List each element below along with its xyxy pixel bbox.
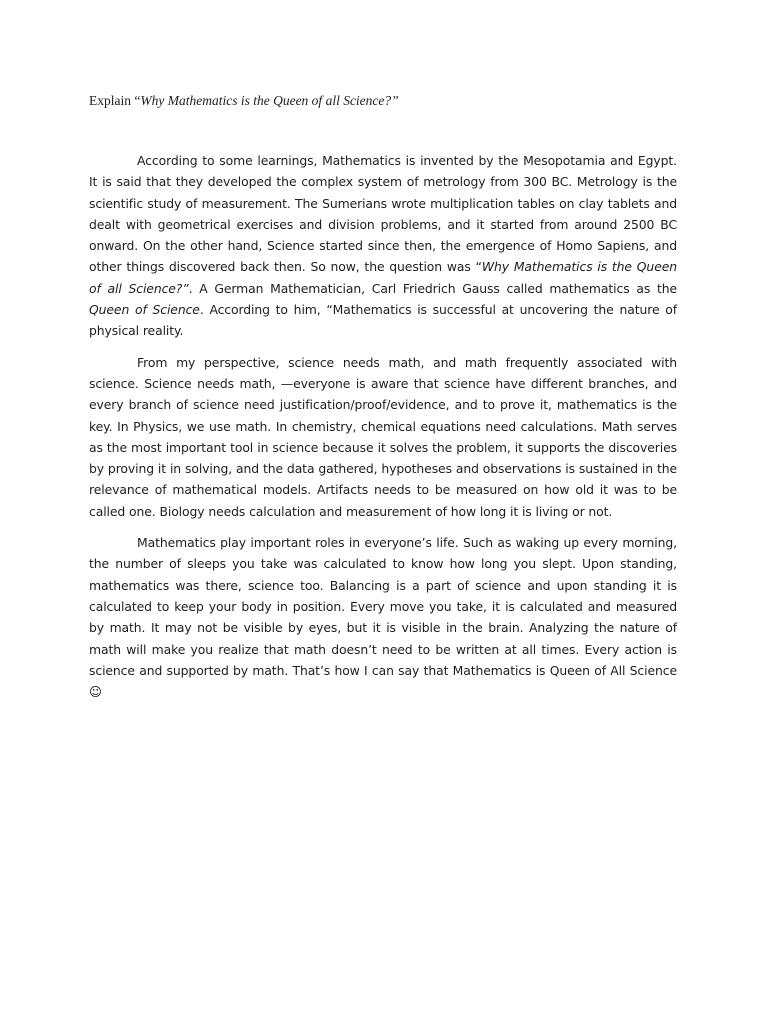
paragraph-1-part-1: According to some learnings, Mathematics is invented by the Mesopotamia and Egypt. It is said that they developed the complex system of metrology from 300 BC. Metrology is the scientific study of measurement. The Sumerians wrote multiplication tables on clay tablets and dealt with geometrical exercises and division problems, and it started from around 2500 BC onward. On the other hand, Science started since then, the emergence of Homo Sapiens, and other things discovered back then. So now, the question was “ (89, 153, 677, 275)
paragraph-1-italic-queen: Queen of Science (89, 302, 200, 318)
document-title (89, 92, 689, 110)
paragraph-3: Mathematics play important roles in everyone’s life. Such as waking up every morning, the number of sleeps you take was calculated to know how long you slept. Upon standing, mathematics was there, science too. Balancing is a part of science and upon standing it is calculated to keep your body in position. Every move you take, it is calculated and measured by math. It may not be visible by eyes, but it is visible in the brain. Analyzing the nature of math will make you realize that math doesn’t need to be written at all times. Every action is science and supported by math. That’s how I can say that Mathematics is Queen of All Science ☺ (89, 535, 677, 700)
paragraph-1-part-3: . According to him, “Mathematics is successful at uncovering the nature of physical reality. (89, 302, 677, 339)
paragraph-1-italic-question: Why Mathematics is the Queen of all Science?” (89, 259, 677, 296)
title-question: Why Mathematics is the Queen of all Science?” (140, 93, 399, 108)
title-prefix: Explain “ (89, 93, 141, 108)
paragraph-1-part-2: . A German Mathematician, Carl Friedrich Gauss called mathematics as the (188, 280, 677, 296)
paragraph-2: From my perspective, science needs math, and math frequently associated with science. Science needs math, —everyone is aware that science have different branches, and every branch of science need justification/proof/evidence, and to prove it, mathematics is the key. In Physics, we use math. In chemistry, chemical equations need calculations. Math serves as the most important tool in science because it solves the problem, it supports the discoveries by proving it in solving, and the data gathered, hypotheses and observations is sustained in the relevance of mathematical models. Artifacts needs to be measured on how old it was to be called one. Biology needs calculation and measurement of how long it is living or not. (89, 354, 677, 519)
paragraph-1 (89, 150, 677, 342)
document-body (89, 150, 677, 712)
